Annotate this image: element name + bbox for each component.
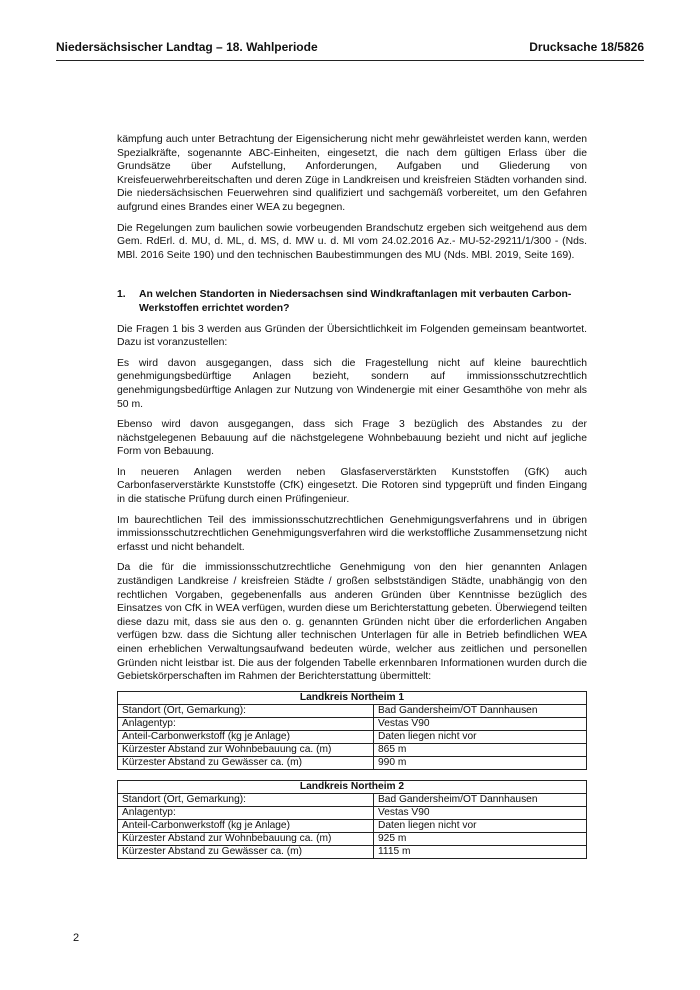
table-cell-value: 925 m: [374, 832, 587, 845]
table-cell-label: Anteil-Carbonwerkstoff (kg je Anlage): [118, 730, 374, 743]
table-cell-value: 990 m: [374, 756, 587, 769]
paragraph: Die Regelungen zum baulichen sowie vorbeugenden Brandschutz ergeben sich weitgehend aus dem Gem. RdErl. d. MU, d. ML, d. MS, d. MW u. d. MI vom 24.02.2016 Az.- MU-52-29211/1/300 - (Nds. MBl. 2016 Seite 190) und den technischen Baubestimmungen des MU (Nds. MBl. 2019, Seite 169).: [117, 222, 587, 261]
table-cell-label: Kürzester Abstand zur Wohnbebauung ca. (m): [118, 743, 374, 756]
main-content: [117, 133, 587, 869]
table-cell-value: Daten liegen nicht vor: [374, 819, 587, 832]
data-table-northeim-2: [117, 780, 587, 859]
table-cell-value: Vestas V90: [374, 806, 587, 819]
table-row: [118, 717, 587, 730]
paragraph: In neueren Anlagen werden neben Glasfaserverstärkten Kunststoffen (GfK) auch Carbonfaserverstärkte Kunststoffe (CfK) eingesetzt. Die Rotoren sind typgeprüft und finden Eingang in die statische Prüfung durch einen Prüfingenieur.: [117, 466, 587, 506]
table-cell-label: Kürzester Abstand zu Gewässer ca. (m): [118, 756, 374, 769]
table-row: [118, 704, 587, 717]
question-text: An welchen Standorten in Niedersachsen sind Windkraftanlagen mit verbauten Carbon-Werkstoffen errichtet worden?: [139, 289, 572, 314]
table-cell-label: Standort (Ort, Gemarkung):: [118, 704, 374, 717]
table-cell-label: Kürzester Abstand zur Wohnbebauung ca. (m): [118, 832, 374, 845]
table-row: [118, 819, 587, 832]
paragraph: Die Fragen 1 bis 3 werden aus Gründen der Übersichtlichkeit im Folgenden gemeinsam beantwortet. Dazu ist voranzustellen:: [117, 323, 587, 349]
table-cell-label: Anlagentyp:: [118, 806, 374, 819]
table-row: [118, 832, 587, 845]
table-cell-value: Vestas V90: [374, 717, 587, 730]
table-title: Landkreis Northeim 2: [118, 780, 587, 793]
header-document-number: Drucksache 18/5826: [529, 40, 644, 54]
table-title-row: [118, 691, 587, 704]
data-table-northeim-1: [117, 691, 587, 770]
paragraph: Es wird davon ausgegangen, dass sich die Fragestellung nicht auf kleine baurechtlich genehmigungsbedürftige Anlagen bezieht, sondern auf immissionsschutzrechtlich genehmigungsbedürftige Anlagen zur Nutzung von Windenergie mit einer Gesamthöhe von mehr als 50 m.: [117, 357, 587, 410]
paragraph: kämpfung auch unter Betrachtung der Eigensicherung nicht mehr gewährleistet werden kann, werden Spezialkräfte, sogenannte ABC-Einheiten, eingesetzt, die nach dem gültigen Erlass über die Grundsätze über Aufstellung, Anforderungen, Aufgaben und Gliederung von Kreisfeuerwehrbereitschaften und deren Züge in Landkreisen und kreisfreien Städten vorhanden sind. Die niedersächsischen Feuerwehren sind qualifiziert und sachgemäß vorbereitet, um den Gefahren aufgrund eines Brandes einer WEA zu begegnen.: [117, 134, 587, 213]
table-row: [118, 793, 587, 806]
table-cell-label: Anlagentyp:: [118, 717, 374, 730]
paragraph: Da die für die immissionsschutzrechtliche Genehmigung von den hier genannten Anlagen zuständigen Landkreise / kreisfreien Städte / großen selbstständigen Städte, unabhängig von den rechtlichen Vorgaben, gegebenenfalls aus anderen Gründen über Kenntnisse bezüglich des Einsatzes von CfK in WEA verfügen, wurden diese um Berichterstattung gebeten. Überwiegend teilten diese dazu mit, dass sie aus den o. g. genannten Gründen nicht über die erforderlichen Angaben verfügen bzw. dass die Sichtung aller technischen Unterlagen für alle in Betrieb befindlichen WEA einen erheblichen Verwaltungsaufwand bedeuten würde, welcher aus zeitlichen und personellen Gründen nicht leistbar ist. Die aus der folgenden Tabelle erkennbaren Informationen wurden durch die Gebietskörperschaften im Rahmen der Berichterstattung übermittelt:: [117, 562, 587, 683]
table-cell-label: Kürzester Abstand zu Gewässer ca. (m): [118, 845, 374, 858]
table-row: [118, 756, 587, 769]
question-heading: [117, 288, 587, 315]
header-parliament-title: Niedersächsischer Landtag – 18. Wahlperiode: [56, 40, 318, 54]
table-cell-value: Bad Gandersheim/OT Dannhausen: [374, 793, 587, 806]
table-row: [118, 806, 587, 819]
page-number: 2: [73, 932, 80, 944]
paragraph: Ebenso wird davon ausgegangen, dass sich Frage 3 bezüglich des Abstandes zu der nächstgelegenen Bebauung auf die nächstgelegene Wohnbebauung bezieht und nicht auf jegliche Form von Bebauung.: [117, 419, 587, 458]
table-row: [118, 743, 587, 756]
page-header: [56, 38, 644, 61]
table-cell-value: 865 m: [374, 743, 587, 756]
paragraph: Im baurechtlichen Teil des immissionsschutzrechtlichen Genehmigungsverfahrens und in übrigen immissionsschutzrechtlichen Genehmigungsverfahren wird die werkstoffliche Zusammensetzung nicht erfasst und nicht behandelt.: [117, 514, 587, 553]
table-title: Landkreis Northeim 1: [118, 691, 587, 704]
table-title-row: [118, 780, 587, 793]
question-number: 1.: [117, 289, 126, 301]
table-row: [118, 845, 587, 858]
table-cell-label: Anteil-Carbonwerkstoff (kg je Anlage): [118, 819, 374, 832]
table-cell-label: Standort (Ort, Gemarkung):: [118, 793, 374, 806]
table-cell-value: Bad Gandersheim/OT Dannhausen: [374, 704, 587, 717]
table-cell-value: Daten liegen nicht vor: [374, 730, 587, 743]
table-row: [118, 730, 587, 743]
table-cell-value: 1115 m: [374, 845, 587, 858]
